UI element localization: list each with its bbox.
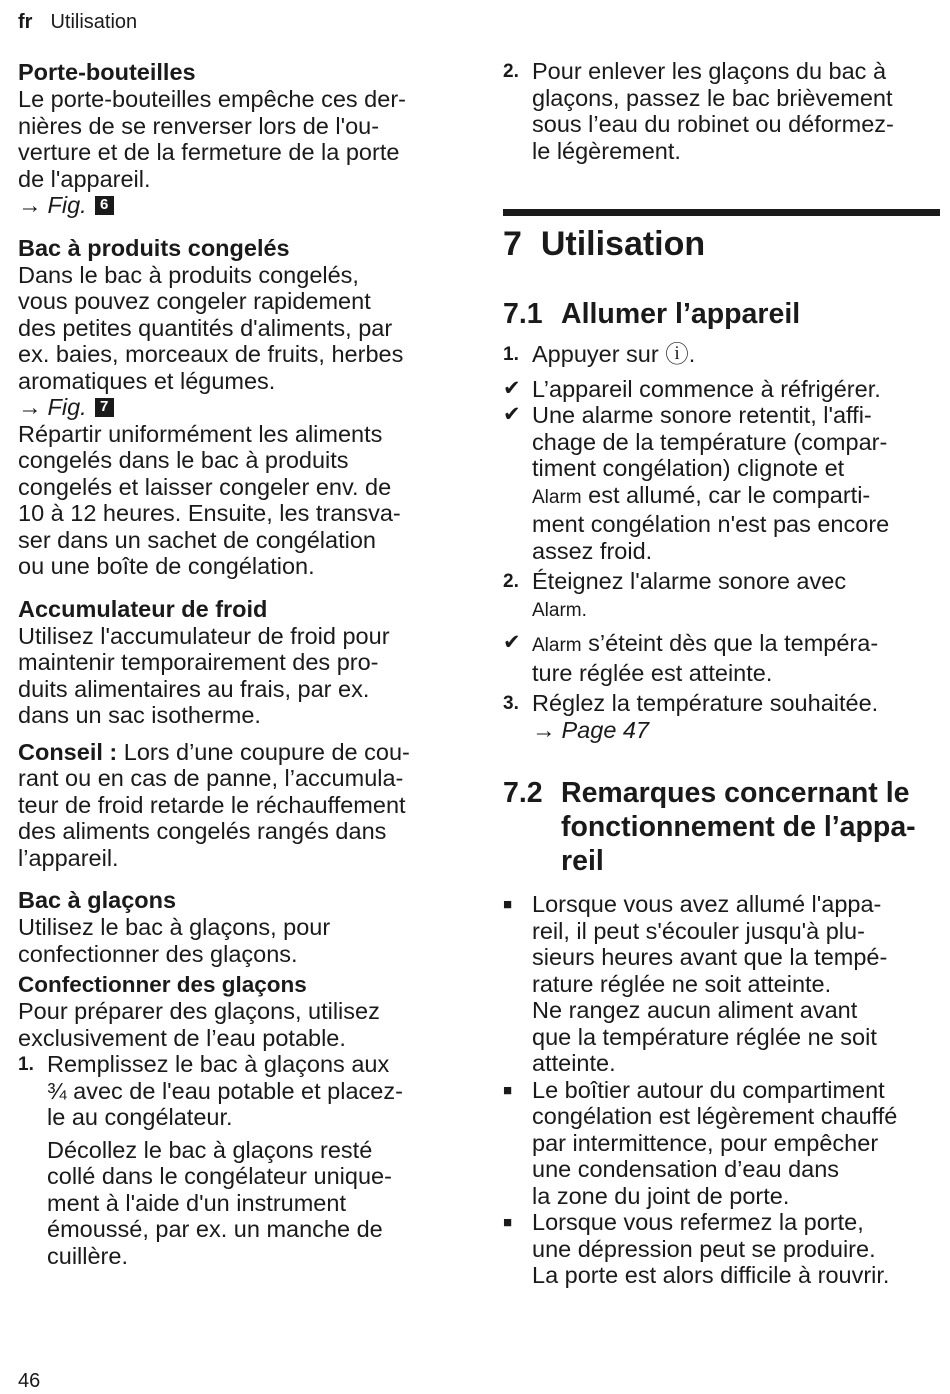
- page-ref: [532, 717, 943, 744]
- section-number: 7.1: [503, 298, 543, 330]
- result-text: [532, 630, 943, 686]
- porte-bouteilles-text: Le porte-bouteilles empêche ces der- nières de se renverser lors de l'ou- verture et de la fermeture de la porte de l'appareil.: [18, 86, 406, 192]
- page-ref-text: Page 47: [561, 716, 650, 743]
- chapter-number: 7: [503, 225, 522, 263]
- figure-number-badge: 7: [95, 398, 114, 417]
- alarm-label: Alarm: [532, 486, 582, 508]
- fig-ref-7: [18, 394, 458, 421]
- tip-paragraph: [18, 739, 458, 872]
- left-column: [18, 58, 458, 1269]
- list-item: [18, 1051, 458, 1269]
- section-title: Remarques concernant le fonctionnement de l’appa- reil: [561, 777, 916, 877]
- heading-bac-produits-congeles: Bac à produits congelés: [18, 234, 290, 261]
- step-text: Réglez la température souhaitée.: [532, 690, 879, 716]
- fig-label: Fig.: [47, 192, 87, 218]
- list-item: [503, 690, 943, 743]
- bac-glacons-text: Utilisez le bac à glaçons, pour confectionner des glaçons.: [18, 914, 331, 967]
- heading-porte-bouteilles: Porte-bouteilles: [18, 59, 196, 85]
- list-item: [503, 402, 943, 564]
- square-bullet-icon: ■: [503, 1081, 513, 1099]
- bullet-text: Le boîtier autour du compartiment congélation est légèrement chauffé par intermittence, pour empêcher une condensation d’eau dans la zone du joint de porte.: [532, 1076, 898, 1209]
- arrow-right-icon: →: [18, 394, 42, 420]
- language-code: fr: [18, 11, 33, 33]
- step-text: Appuyer sur ⓘ.: [532, 341, 696, 367]
- step-text: [532, 568, 943, 624]
- chapter-heading: [503, 224, 943, 264]
- running-header: [18, 9, 137, 35]
- section-heading-7-2: [503, 776, 943, 878]
- right-column: [503, 58, 943, 1289]
- result-text-part: Une alarme sonore retentit, l'affi- chage de la température (compar- timent congélation) clignote et: [532, 402, 888, 481]
- square-bullet-icon: ■: [503, 896, 513, 913]
- tip-label: Conseil :: [18, 738, 118, 765]
- bullet-text: Lorsque vous refermez la porte, une dépression peut se produire. La porte est alors difficile à rouvrir.: [532, 1209, 890, 1288]
- chapter-title: Utilisation: [540, 225, 706, 263]
- confectionner-text: Pour préparer des glaçons, utilisez exclusivement de l’eau potable.: [18, 998, 380, 1051]
- tip-text: Lors d’une coupure de cou- rant ou en cas de panne, l’accumula- teur de froid retarde le réchauffement des aliments congelés rangés dans l’appareil.: [18, 738, 410, 871]
- arrow-right-icon: →: [532, 716, 556, 743]
- alarm-label: Alarm.: [532, 599, 587, 621]
- step-number: 1.: [503, 344, 519, 365]
- checkmark-icon: ✔: [503, 376, 521, 400]
- list-item: [503, 376, 943, 403]
- bullet-text: Lorsque vous avez allumé l'appa- reil, il peut s'écouler jusqu'à plu- sieurs heures avant que la tempé- rature réglée ne soit atteinte. Ne rangez aucun aliment avant que la température réglée ne soit atteinte.: [532, 891, 888, 1076]
- section-number: 7.2: [503, 777, 543, 809]
- result-text: [532, 402, 943, 564]
- list-item: [503, 1077, 943, 1210]
- list-item: [503, 58, 943, 164]
- result-text-part: est allumé, car le comparti- ment congélation n'est pas encore assez froid.: [532, 481, 890, 564]
- list-item: [503, 1209, 943, 1289]
- section-heading-7-1: [503, 297, 943, 331]
- step-text: Remplissez le bac à glaçons aux ¾ avec de l'eau potable et placez- le au congélateur.: [47, 1051, 403, 1130]
- accumulateur-text: Utilisez l'accumulateur de froid pour maintenir temporairement des pro- duits alimentaires au frais, par ex. dans un sac isotherme.: [18, 622, 390, 728]
- heading-confectionner-glacons: Confectionner des glaçons: [18, 972, 307, 997]
- heading-bac-glacons: Bac à glaçons: [18, 887, 177, 913]
- fig-ref-6: [18, 192, 458, 219]
- fig-label: Fig.: [47, 394, 87, 420]
- step-number: 3.: [503, 693, 519, 714]
- checkmark-icon: ✔: [503, 631, 521, 654]
- bac-text-2: Répartir uniformément les aliments congelés dans le bac à produits congelés et laisser congeler env. de 10 à 12 heures. Ensuite, les transva- ser dans un sachet de congélation ou une boîte de congélation.: [18, 420, 401, 579]
- list-item: [503, 891, 943, 1077]
- step-text: Pour enlever les glaçons du bac à glaçons, passez le bac brièvement sous l’eau du robinet ou déformez- le légèrement.: [532, 58, 894, 164]
- page-number: 46: [18, 1370, 41, 1392]
- bac-text-1: Dans le bac à produits congelés, vous pouvez congeler rapidement des petites quantités d'aliments, par ex. baies, morceaux de fruits, herbes aromatiques et légumes.: [18, 261, 404, 394]
- heading-accumulateur: Accumulateur de froid: [18, 595, 268, 622]
- arrow-right-icon: →: [18, 192, 42, 218]
- step-number: 1.: [18, 1054, 34, 1075]
- step-number: 2.: [503, 571, 519, 592]
- list-item: [503, 630, 943, 686]
- result-text-part: s’éteint dès que la tempéra- ture réglée est atteinte.: [532, 630, 879, 686]
- checkmark-icon: ✔: [503, 403, 521, 426]
- chapter-rule: [503, 209, 940, 216]
- alarm-label: Alarm: [532, 635, 582, 656]
- square-bullet-icon: ■: [503, 1214, 513, 1231]
- step-subtext: Décollez le bac à glaçons resté collé dans le congélateur unique- ment à l'aide d'un instrument émoussé, par ex. un manche de cuillère.: [47, 1136, 392, 1269]
- step-number: 2.: [503, 61, 519, 82]
- step-text-part: Éteignez l'alarme sonore avec: [532, 568, 847, 594]
- list-item: [503, 568, 943, 624]
- section-title: Allumer l’appareil: [561, 298, 801, 330]
- figure-number-badge: 6: [95, 196, 114, 215]
- list-item: [503, 341, 943, 369]
- header-section: Utilisation: [50, 11, 138, 33]
- result-text: L’appareil commence à réfrigérer.: [532, 375, 881, 402]
